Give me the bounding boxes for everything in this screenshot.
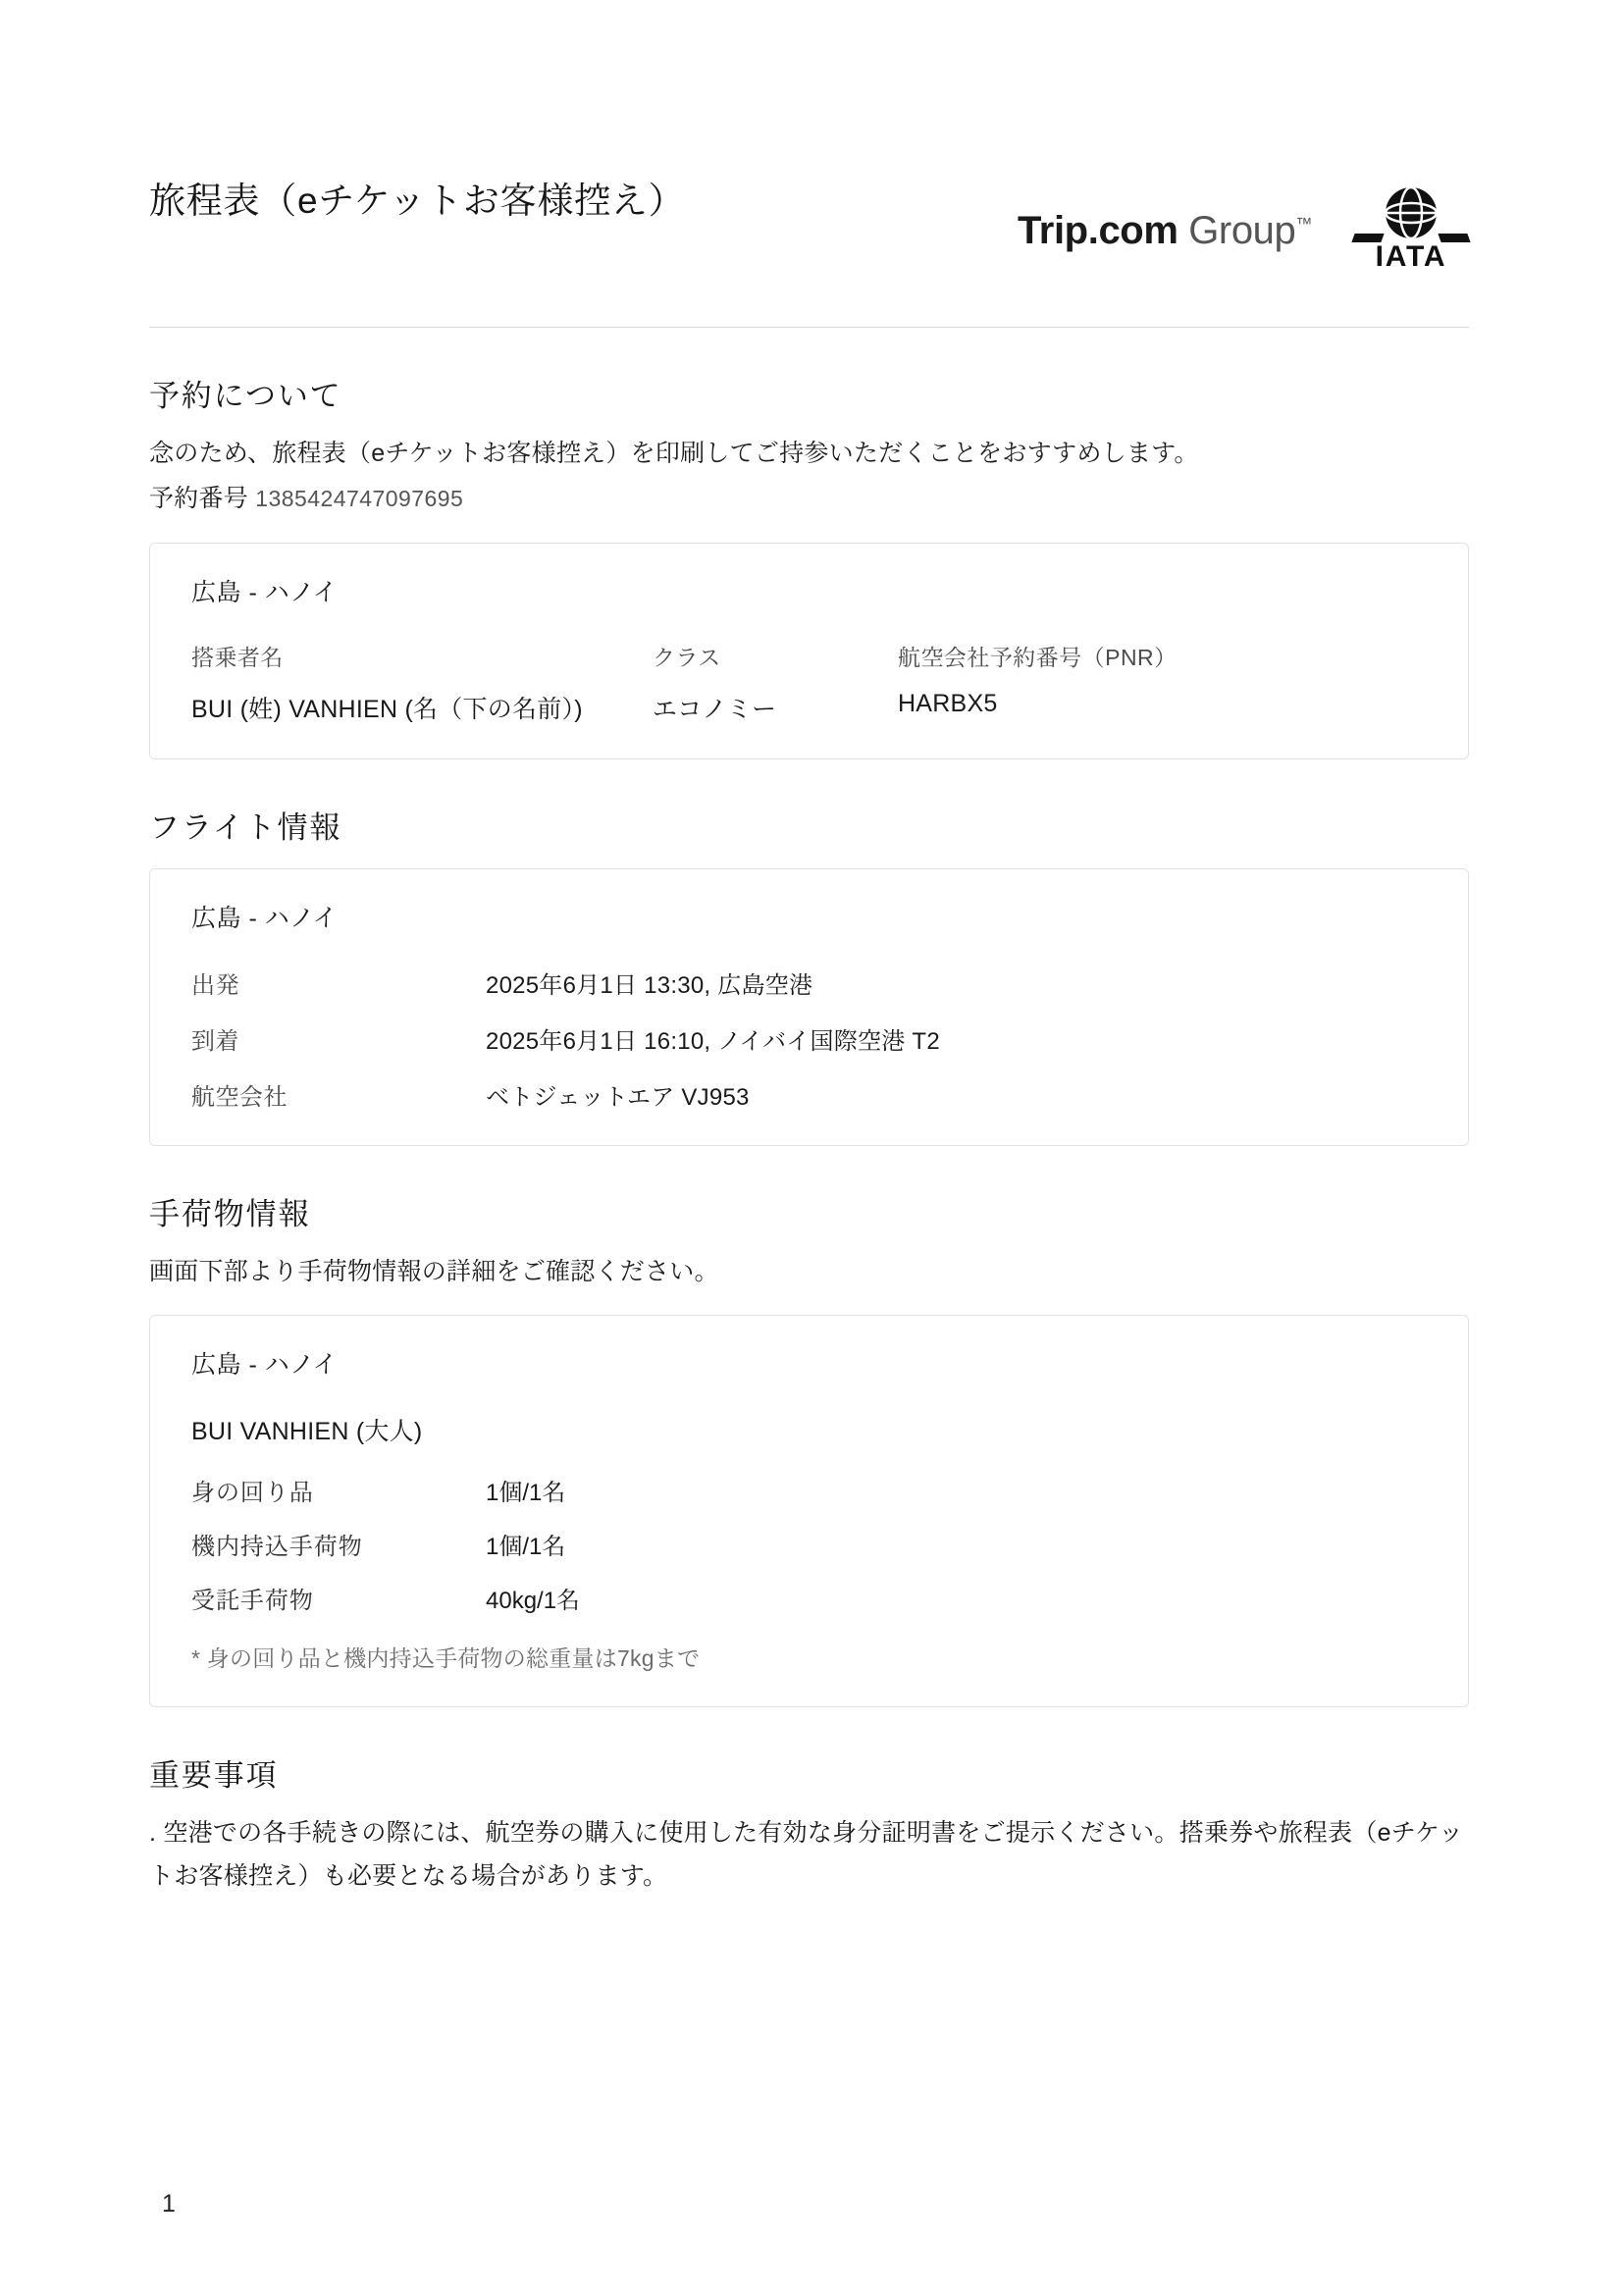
- booking-recommendation: 念のため、旅程表（eチケットお客様控え）を印刷してご持参いただくことをおすすめします。: [149, 440, 1199, 467]
- flight-row-arrival: [191, 1021, 1427, 1056]
- booking-number-value: 1385424747097695: [255, 485, 464, 511]
- document-header: [149, 172, 1469, 309]
- baggage-row-personal-item: [191, 1473, 1427, 1507]
- airline-value: ベトジェットエア VJ953: [486, 1083, 750, 1111]
- section-title-important: 重要事項: [149, 1758, 279, 1794]
- personal-item-label: 身の回り品: [191, 1480, 314, 1507]
- brand-group-text: Group: [1188, 208, 1296, 252]
- pnr-value: HARBX5: [898, 689, 998, 717]
- header-divider: [149, 327, 1469, 328]
- iata-logo: [1353, 185, 1469, 276]
- checked-baggage-value: 40kg/1名: [486, 1588, 581, 1615]
- baggage-row-checked: [191, 1581, 1427, 1615]
- brand-com-text: com: [1098, 208, 1178, 252]
- section-title-booking: 予約について: [149, 379, 342, 413]
- cabin-class-value: エコノミー: [653, 695, 777, 723]
- flight-row-airline: [191, 1077, 1427, 1112]
- page-title: 旅程表（eチケットお客様控え）: [149, 181, 686, 221]
- brand-trip-text: Trip: [1017, 208, 1088, 252]
- baggage-row-carry-on: [191, 1527, 1427, 1561]
- flight-route: 広島 - ハノイ: [191, 904, 338, 932]
- cabin-class-header: クラス: [653, 644, 721, 670]
- document-content: [149, 172, 1469, 1923]
- booking-number-line: [149, 478, 1469, 521]
- trip-com-group-logo: [1018, 209, 1312, 253]
- page-number: 1: [162, 2190, 176, 2218]
- section-title-baggage: 手荷物情報: [149, 1196, 311, 1231]
- baggage-description: 画面下部より手荷物情報の詳細をご確認ください。: [149, 1257, 719, 1285]
- carry-on-value: 1個/1名: [486, 1534, 566, 1561]
- section-title-flight: フライト情報: [149, 809, 342, 845]
- carry-on-label: 機内持込手荷物: [191, 1534, 363, 1561]
- airline-label: 航空会社: [191, 1083, 288, 1111]
- passenger-header: 搭乗者名: [191, 644, 284, 670]
- baggage-card: [149, 1315, 1469, 1707]
- arrival-value: 2025年6月1日 16:10, ノイバイ国際空港 T2: [486, 1027, 940, 1055]
- baggage-note: * 身の回り品と機内持込手荷物の総重量は7kgまで: [191, 1645, 701, 1672]
- brand-lockup: [1018, 172, 1469, 276]
- passenger-table: [191, 640, 1427, 725]
- flight-card: [149, 868, 1469, 1146]
- passenger-name-value: BUI (姓) VANHIEN (名（下の名前）): [191, 695, 583, 723]
- iata-wordmark: IATA: [1375, 240, 1447, 273]
- booking-card: [149, 543, 1469, 759]
- flight-row-departure: [191, 965, 1427, 1000]
- globe-icon: [1375, 185, 1447, 244]
- brand-dot: .: [1087, 208, 1099, 252]
- baggage-route: 広島 - ハノイ: [191, 1351, 338, 1380]
- pnr-header: 航空会社予約番号（PNR）: [898, 644, 1178, 670]
- baggage-passenger: BUI VANHIEN (大人): [191, 1418, 423, 1446]
- departure-value: 2025年6月1日 13:30, 広島空港: [486, 971, 813, 999]
- important-notice-text: . 空港での各手続きの際には、航空券の購入に使用した有効な身分証明書をご提示ください。搭乗券や旅程表（eチケットお客様控え）も必要となる場合があります。: [149, 1819, 1464, 1890]
- departure-label: 出発: [191, 971, 239, 999]
- brand-trademark: ™: [1295, 214, 1312, 234]
- personal-item-value: 1個/1名: [486, 1480, 566, 1507]
- arrival-label: 到着: [191, 1027, 239, 1055]
- booking-route: 広島 - ハノイ: [191, 578, 338, 606]
- checked-baggage-label: 受託手荷物: [191, 1588, 314, 1615]
- booking-number-label: 予約番号: [149, 484, 249, 512]
